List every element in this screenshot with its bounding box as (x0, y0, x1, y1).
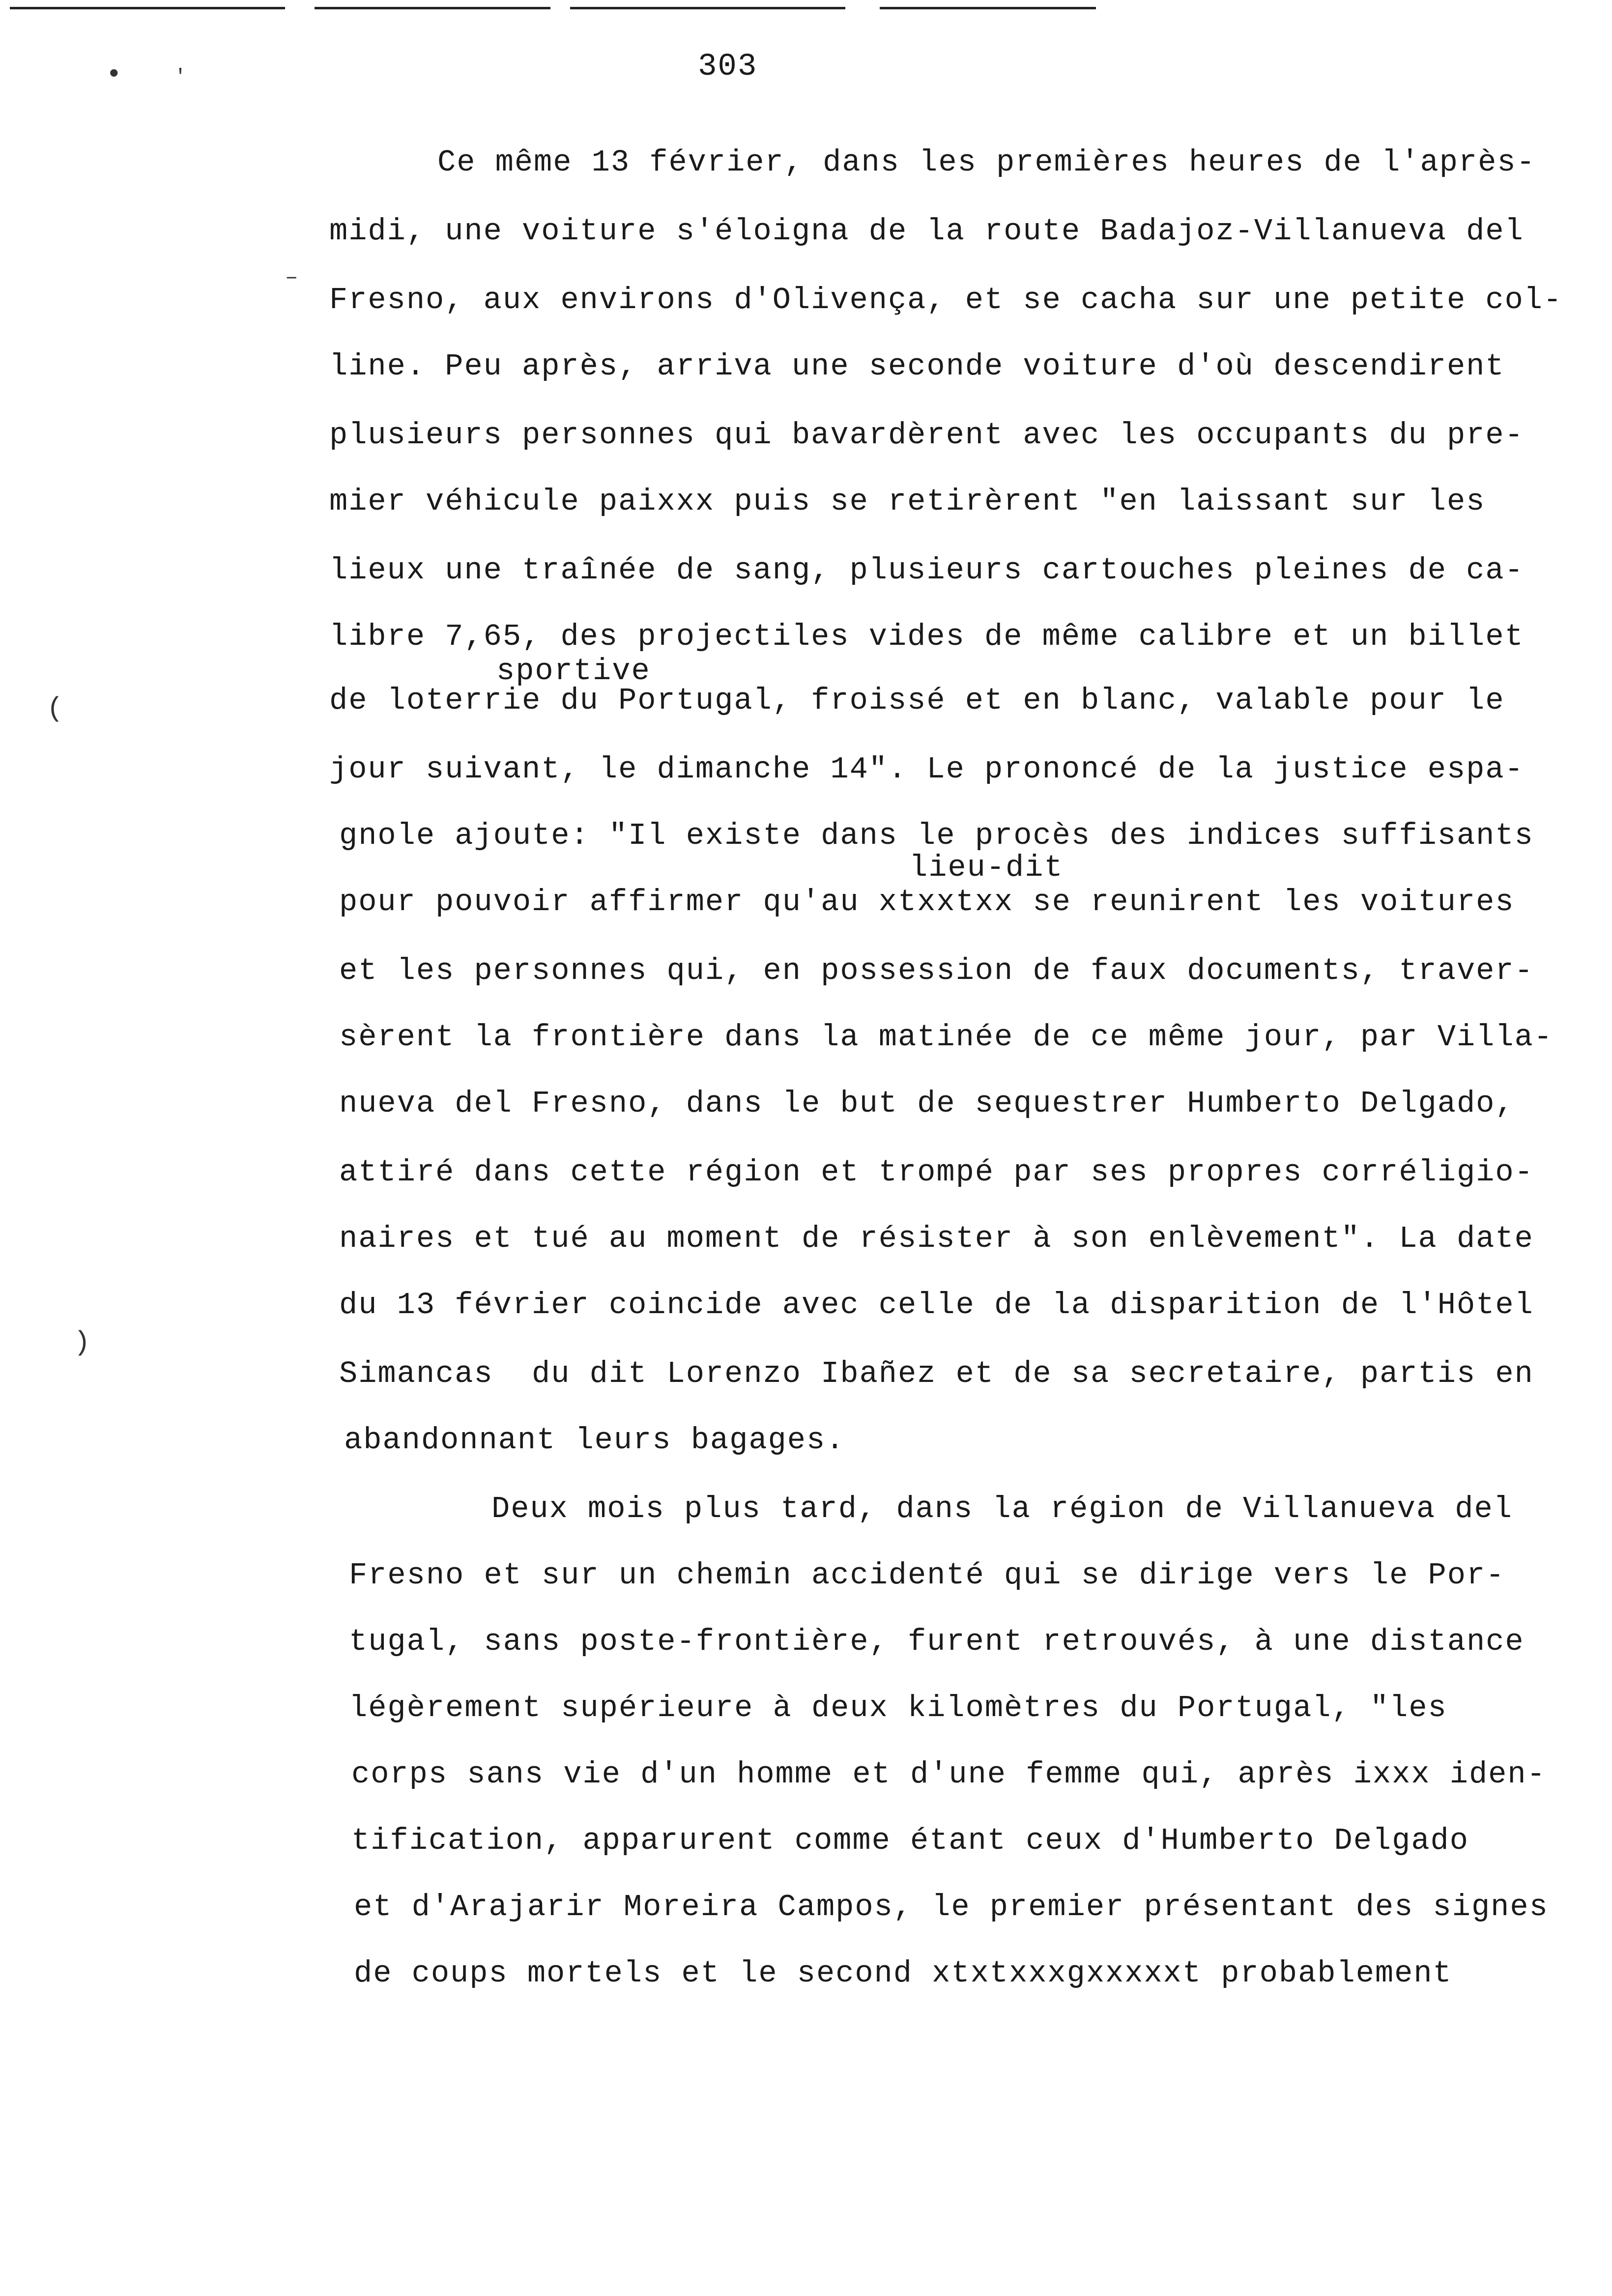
text-line: et les personnes qui, en possession de faux documents, traver- (339, 953, 1534, 988)
text-line: abandonnant leurs bagages. (344, 1423, 845, 1458)
text-line: gnole ajoute: "Il existe dans le procès des indices suffisants (339, 818, 1534, 853)
text-line: midi, une voiture s'éloigna de la route Badajoz-Villanueva del (329, 214, 1524, 249)
text-line: lieux une traînée de sang, plusieurs cartouches pleines de ca- (329, 553, 1524, 588)
text-line: nueva del Fresno, dans le but de sequestrer Humberto Delgado, (339, 1086, 1515, 1121)
text-line: corps sans vie d'un homme et d'une femme qui, après ixxx iden- (351, 1757, 1546, 1792)
text-line: mier véhicule paixxx puis se retirèrent "en laissant sur les (329, 484, 1486, 519)
margin-tick-mark: ' (174, 66, 187, 88)
interlinear-insertion: lieu-dit (909, 850, 1064, 885)
interlinear-insertion: sportive (496, 654, 651, 689)
text-line: plusieurs personnes qui bavardèrent avec les occupants du pre- (329, 418, 1524, 453)
top-rule-far-right (880, 7, 1096, 9)
text-line: libre 7,65, des projectiles vides de même calibre et un billet (329, 619, 1524, 654)
text-line: Fresno et sur un chemin accidenté qui se dirige vers le Por- (349, 1558, 1505, 1593)
text-line: pour pouvoir affirmer qu'au xtxxtxx se reunirent les voitures (339, 885, 1515, 919)
text-line: de coups mortels et le second xtxtxxxgxxxxxt probablement (354, 1956, 1452, 1991)
text-line: légèrement supérieure à deux kilomètres du Portugal, "les (349, 1691, 1447, 1725)
text-line: tugal, sans poste-frontière, furent retrouvés, à une distance (349, 1624, 1525, 1659)
margin-dot-mark: • (106, 59, 122, 90)
text-line: naires et tué au moment de résister à son enlèvement". La date (339, 1221, 1534, 1256)
margin-paren-close-mark: ) (74, 1327, 90, 1358)
text-line: line. Peu après, arriva une seconde voiture d'où descendirent (329, 349, 1505, 384)
text-line: Fresno, aux environs d'Olivença, et se cacha sur une petite col- (329, 283, 1563, 317)
top-rule-left (10, 7, 285, 9)
text-line: jour suivant, le dimanche 14". Le prononcé de la justice espa- (329, 752, 1524, 787)
text-line: tification, apparurent comme étant ceux d'Humberto Delgado (351, 1823, 1469, 1858)
text-line: Deux mois plus tard, dans la région de Villanueva del (491, 1492, 1513, 1526)
text-line: attiré dans cette région et trompé par ses propres corréligio- (339, 1155, 1534, 1190)
page-number: 303 (698, 49, 758, 85)
text-line: sèrent la frontière dans la matinée de ce même jour, par Villa- (339, 1020, 1553, 1055)
text-line: Ce même 13 février, dans les premières heures de l'après- (437, 145, 1536, 180)
text-line: et d'Arajarir Moreira Campos, le premier présentant des signes (354, 1890, 1549, 1924)
text-line: Simancas du dit Lorenzo Ibañez et de sa secretaire, partis en (339, 1356, 1534, 1391)
text-line: de loterrie du Portugal, froissé et en blanc, valable pour le (329, 683, 1505, 718)
top-rule-middle (315, 7, 550, 9)
top-rule-right (570, 7, 845, 9)
margin-dash-mark: – (285, 265, 298, 290)
text-line: du 13 février coincide avec celle de la disparition de l'Hôtel (339, 1288, 1534, 1322)
margin-paren-open-mark: ( (47, 693, 63, 724)
